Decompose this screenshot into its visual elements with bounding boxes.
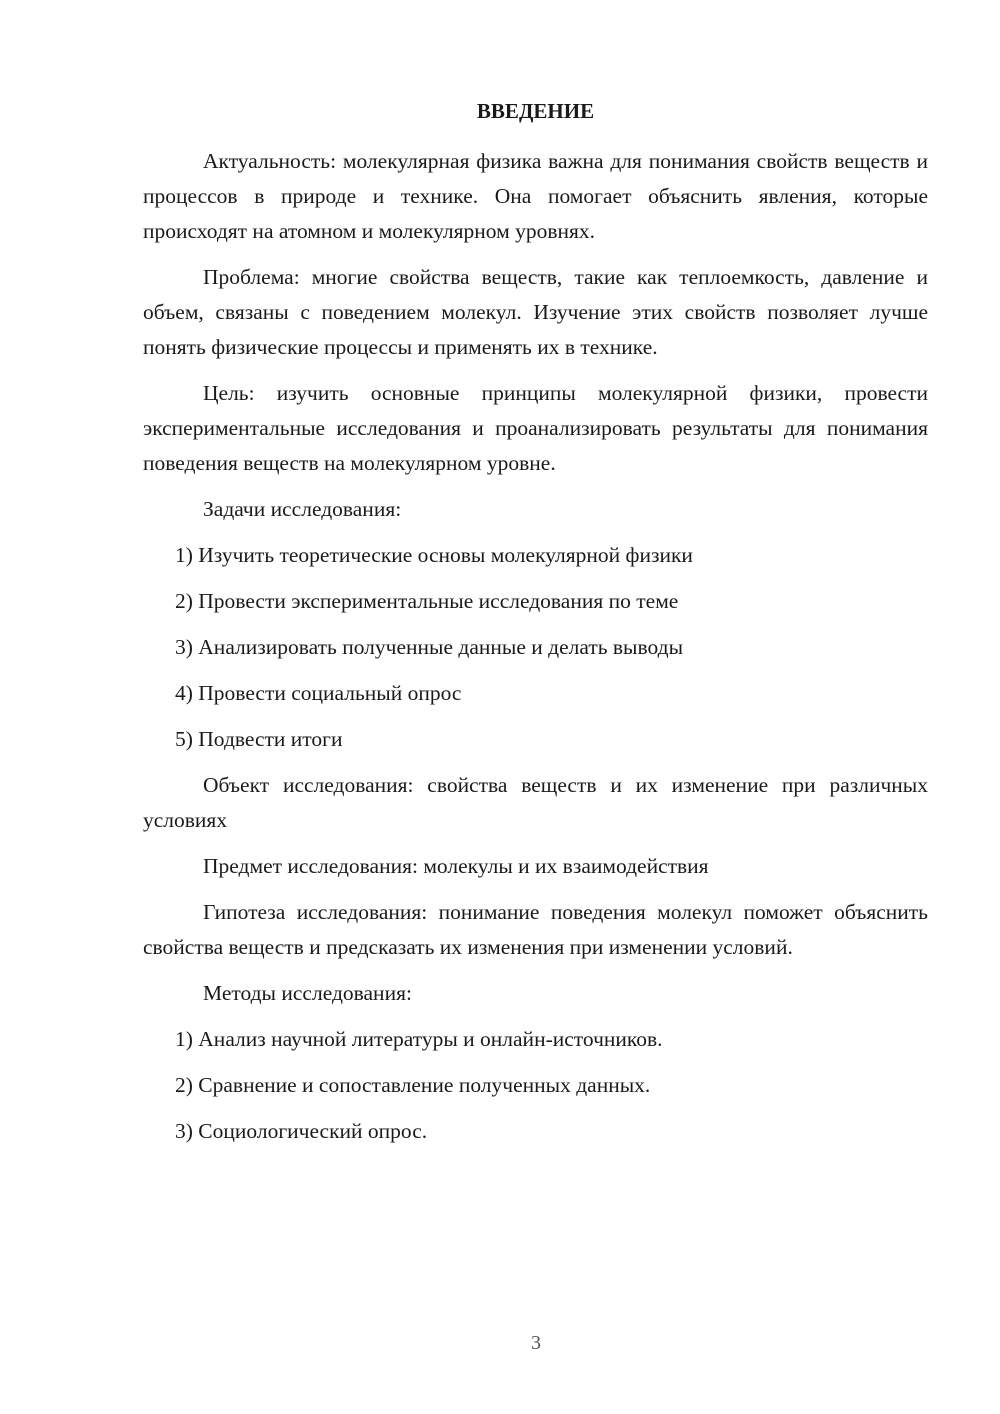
list-item: 5) Подвести итоги [175, 727, 343, 751]
list-item: 1) Анализ научной литературы и онлайн-источников. [175, 1027, 663, 1051]
list-item: 2) Провести экспериментальные исследования по теме [175, 589, 679, 613]
tasks-list [143, 538, 928, 757]
tasks-heading: Задачи исследования: [203, 497, 402, 521]
methods-heading: Методы исследования: [203, 981, 412, 1005]
hypothesis-paragraph: Гипотеза исследования: понимание поведения молекул поможет объяснить свойства веществ и предсказать их изменения при изменении условий. [143, 900, 928, 959]
methods-list [143, 1022, 928, 1149]
list-item: 2) Сравнение и сопоставление полученных данных. [175, 1073, 651, 1097]
list-item: 4) Провести социальный опрос [175, 681, 462, 705]
relevance-paragraph: Актуальность: молекулярная физика важна для понимания свойств веществ и процессов в природе и технике. Она помогает объяснить явления, которые происходят на атомном и молекулярном уровнях. [143, 149, 928, 243]
subject-paragraph: Предмет исследования: молекулы и их взаимодействия [203, 854, 709, 878]
object-paragraph: Объект исследования: свойства веществ и их изменение при различных условиях [143, 773, 928, 832]
page-number: 3 [531, 1332, 541, 1354]
list-item: 3) Социологический опрос. [175, 1119, 428, 1143]
list-item: 3) Анализировать полученные данные и делать выводы [175, 635, 684, 659]
problem-paragraph: Проблема: многие свойства веществ, такие как теплоемкость, давление и объем, связаны с поведением молекул. Изучение этих свойств позволяет лучше понять физические процессы и применять их в технике. [143, 265, 928, 359]
section-title: ВВЕДЕНИЕ [476, 99, 595, 123]
goal-paragraph: Цель: изучить основные принципы молекулярной физики, провести экспериментальные исследования и проанализировать результаты для понимания поведения веществ на молекулярном уровне. [143, 381, 928, 475]
list-item: 1) Изучить теоретические основы молекулярной физики [175, 543, 693, 567]
document-page [143, 96, 928, 1160]
